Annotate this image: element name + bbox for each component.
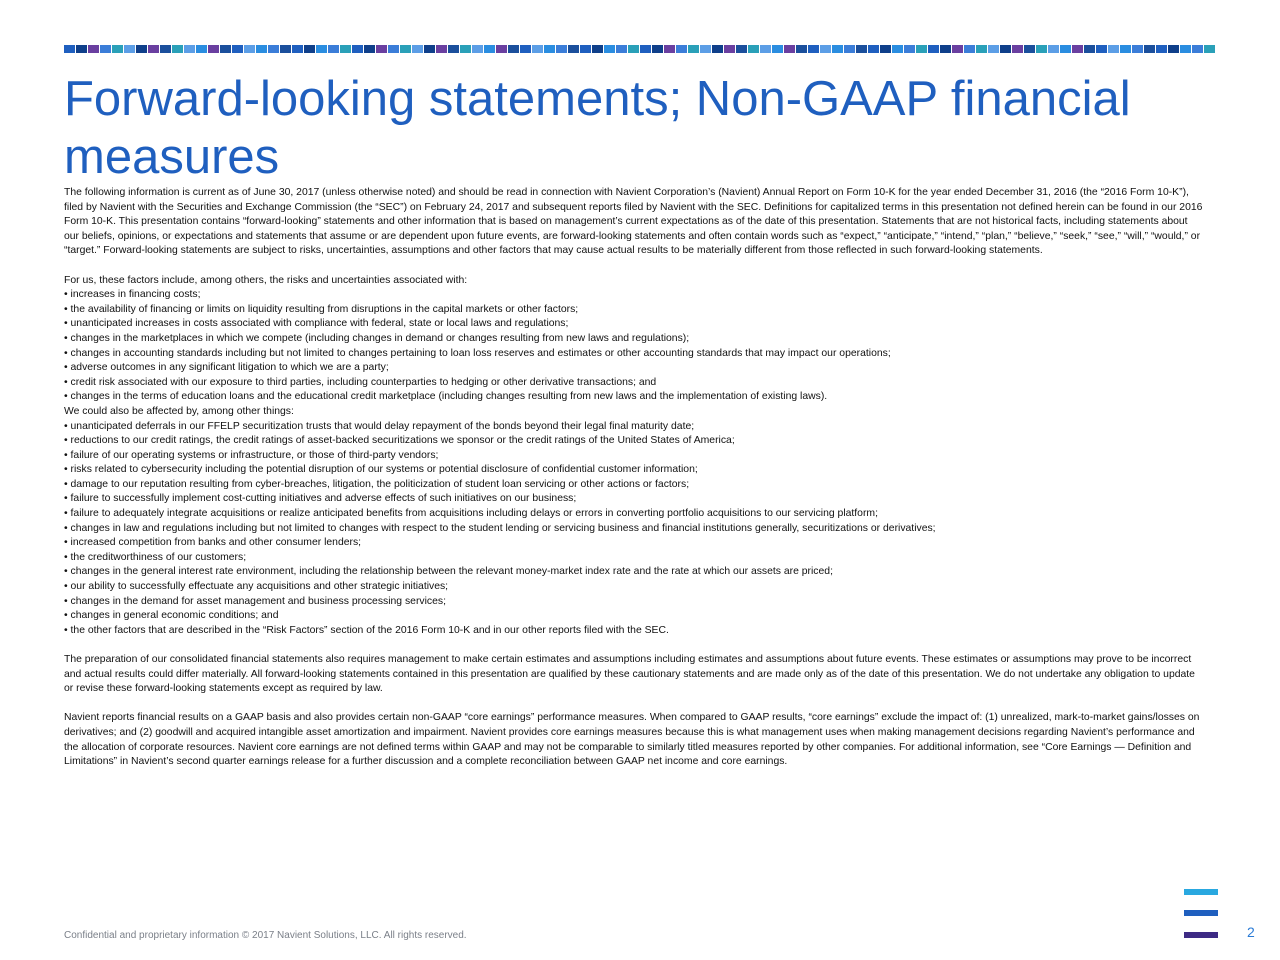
list-item: • changes in general economic conditions; and (64, 609, 1204, 624)
stripe-segment (64, 45, 75, 53)
stripe-segment (940, 45, 951, 53)
stripe-segment (1144, 45, 1155, 53)
stripe-segment (676, 45, 687, 53)
list-item: • increased competition from banks and other consumer lenders; (64, 536, 1204, 551)
stripe-segment (760, 45, 771, 53)
stripe-segment (508, 45, 519, 53)
stripe-segment (580, 45, 591, 53)
list-item: • changes in the demand for asset management and business processing services; (64, 595, 1204, 610)
stripe-segment (664, 45, 675, 53)
stripe-segment (112, 45, 123, 53)
stripe-segment (148, 45, 159, 53)
stripe-segment (244, 45, 255, 53)
stripe-segment (1132, 45, 1143, 53)
stripe-segment (844, 45, 855, 53)
list-item: • changes in accounting standards including but not limited to changes pertaining to loan loss reserves and estimates or other accounting standards that may impact our operations; (64, 347, 1204, 362)
stripe-segment (340, 45, 351, 53)
list-item: • credit risk associated with our exposure to third parties, including counterparties to hedging or other derivative transactions; and (64, 376, 1204, 391)
stripe-segment (796, 45, 807, 53)
stripe-segment (568, 45, 579, 53)
stripe-segment (256, 45, 267, 53)
stripe-segment (892, 45, 903, 53)
list-item: • unanticipated increases in costs associated with compliance with federal, state or local laws and regulations; (64, 317, 1204, 332)
stripe-segment (292, 45, 303, 53)
stripe-segment (772, 45, 783, 53)
stripe-segment (136, 45, 147, 53)
stripe-segment (880, 45, 891, 53)
stripe-segment (808, 45, 819, 53)
stripe-segment (1012, 45, 1023, 53)
list-item: • our ability to successfully effectuate any acquisitions and other strategic initiatives; (64, 580, 1204, 595)
stripe-segment (904, 45, 915, 53)
stripe-segment (376, 45, 387, 53)
stripe-segment (196, 45, 207, 53)
stripe-segment (124, 45, 135, 53)
stripe-segment (184, 45, 195, 53)
stripe-segment (364, 45, 375, 53)
list-item: • reductions to our credit ratings, the credit ratings of asset-backed securitizations we sponsor or the credit ratings of the United States of America; (64, 434, 1204, 449)
stripe-segment (268, 45, 279, 53)
stripe-segment (100, 45, 111, 53)
list-item: • unanticipated deferrals in our FFELP securitization trusts that would delay repayment of the bonds beyond their legal final maturity date; (64, 420, 1204, 435)
footer-confidential-notice: Confidential and proprietary information © 2017 Navient Solutions, LLC. All rights reserved. (64, 930, 467, 941)
stripe-segment (964, 45, 975, 53)
list-item: • changes in the marketplaces in which we compete (including changes in demand or changes resulting from new laws and regulations); (64, 332, 1204, 347)
stripe-segment (784, 45, 795, 53)
stripe-segment (220, 45, 231, 53)
stripe-segment (748, 45, 759, 53)
body-content (64, 186, 1204, 770)
stripe-segment (436, 45, 447, 53)
stripe-segment (652, 45, 663, 53)
page-number: 2 (1247, 924, 1255, 940)
navient-logo-bar-top (1184, 889, 1218, 895)
stripe-segment (496, 45, 507, 53)
stripe-segment (1084, 45, 1095, 53)
stripe-segment (736, 45, 747, 53)
stripe-segment (976, 45, 987, 53)
stripe-segment (820, 45, 831, 53)
list-item: • risks related to cybersecurity including the potential disruption of our systems or potential disclosure of confidential customer information; (64, 463, 1204, 478)
preparation-paragraph: The preparation of our consolidated financial statements also requires management to make certain estimates and assumptions including estimates and assumptions about future events. These estimates or assumptions may prove to be incorrect and actual results could differ materially. All forward-looking statements contained in this presentation are qualified by these cautionary statements and are made only as of the date of this presentation. We do not undertake any obligation to update or revise these forward-looking statements except as required by law. (64, 654, 1195, 695)
stripe-segment (532, 45, 543, 53)
stripe-segment (208, 45, 219, 53)
other-factors-intro: We could also be affected by, among other things: (64, 405, 294, 417)
stripe-segment (688, 45, 699, 53)
stripe-segment (316, 45, 327, 53)
stripe-segment (1048, 45, 1059, 53)
stripe-segment (868, 45, 879, 53)
other-factors-list (64, 420, 1204, 639)
stripe-segment (988, 45, 999, 53)
navient-logo-bar-bottom (1184, 932, 1218, 938)
stripe-segment (712, 45, 723, 53)
stripe-segment (1108, 45, 1119, 53)
page-title: Forward-looking statements; Non-GAAP financial measures (64, 72, 1131, 184)
stripe-segment (388, 45, 399, 53)
stripe-segment (1024, 45, 1035, 53)
stripe-segment (628, 45, 639, 53)
factors-intro: For us, these factors include, among others, the risks and uncertainties associated with: (64, 274, 468, 286)
stripe-segment (1096, 45, 1107, 53)
stripe-segment (592, 45, 603, 53)
top-decorative-stripe (64, 45, 1216, 53)
stripe-segment (280, 45, 291, 53)
stripe-segment (928, 45, 939, 53)
stripe-segment (484, 45, 495, 53)
stripe-segment (76, 45, 87, 53)
stripe-segment (424, 45, 435, 53)
stripe-segment (304, 45, 315, 53)
stripe-segment (1168, 45, 1179, 53)
stripe-segment (172, 45, 183, 53)
stripe-segment (1000, 45, 1011, 53)
stripe-segment (1072, 45, 1083, 53)
list-item: • the other factors that are described in the “Risk Factors” section of the 2016 Form 10-K and in our other reports filed with the SEC. (64, 624, 1204, 639)
stripe-segment (832, 45, 843, 53)
stripe-segment (448, 45, 459, 53)
list-item: • damage to our reputation resulting from cyber-breaches, litigation, the politicization of student loan servicing or other actions or factors; (64, 478, 1204, 493)
stripe-segment (544, 45, 555, 53)
stripe-segment (1156, 45, 1167, 53)
non-gaap-paragraph: Navient reports financial results on a GAAP basis and also provides certain non-GAAP “core earnings” performance measures. When compared to GAAP results, “core earnings” exclude the impact of: (1) unrealized, mark-to-market gains/losses on derivatives; and (2) goodwill and acquired intangible asset amortization and impairment. Navient provides core earnings measures because this is what management uses when making management decisions regarding Navient’s performance and the allocation of corporate resources. Navient core earnings are not defined terms within GAAP and may not be comparable to similarly titled measures reported by other companies. For additional information, see “Core Earnings — Definition and Limitations” in Navient’s second quarter earnings release for a further discussion and a complete reconciliation between GAAP net income and core earnings. (64, 712, 1200, 768)
stripe-segment (1036, 45, 1047, 53)
factors-list (64, 288, 1204, 405)
list-item: • the availability of financing or limits on liquidity resulting from disruptions in the capital markets or other factors; (64, 303, 1204, 318)
list-item: • failure to successfully implement cost-cutting initiatives and adverse effects of such initiatives on our business; (64, 492, 1204, 507)
stripe-segment (724, 45, 735, 53)
list-item: • changes in the terms of education loans and the educational credit marketplace (including changes resulting from new laws and the implementation of existing laws). (64, 390, 1204, 405)
stripe-segment (232, 45, 243, 53)
navient-logo-bar-middle (1184, 910, 1218, 916)
stripe-segment (952, 45, 963, 53)
stripe-segment (1060, 45, 1071, 53)
stripe-segment (472, 45, 483, 53)
stripe-segment (1204, 45, 1215, 53)
stripe-segment (400, 45, 411, 53)
list-item: • adverse outcomes in any significant litigation to which we are a party; (64, 361, 1204, 376)
list-item: • failure of our operating systems or infrastructure, or those of third-party vendors; (64, 449, 1204, 464)
intro-paragraph: The following information is current as of June 30, 2017 (unless otherwise noted) and should be read in connection with Navient Corporation’s (Navient) Annual Report on Form 10-K for the year ended December 31, 2016 (the “2016 Form 10-K”), filed by Navient with the Securities and Exchange Commission (the “SEC”) on February 24, 2017 and subsequent reports filed by Navient with the SEC. Definitions for capitalized terms in this presentation not defined herein can be found in our 2016 Form 10-K. This presentation contains “forward-looking” statements and other information that is based on management’s current expectations as of the date of this presentation. Statements that are not historical facts, including statements about our beliefs, opinions, or expectations and statements that assume or are dependent upon future events, are forward-looking statements and often contain words such as “expect,” “anticipate,” “intend,” “plan,” “believe,” “seek,” “see,” “will,” “would,” or “target.” Forward-looking statements are subject to risks, uncertainties, assumptions and other factors that may cause actual results to be materially different from those reflected in such forward-looking statements. (64, 187, 1203, 257)
stripe-segment (556, 45, 567, 53)
stripe-segment (328, 45, 339, 53)
list-item: • the creditworthiness of our customers; (64, 551, 1204, 566)
stripe-segment (640, 45, 651, 53)
stripe-segment (916, 45, 927, 53)
stripe-segment (604, 45, 615, 53)
list-item: • failure to adequately integrate acquisitions or realize anticipated benefits from acquisitions including delays or errors in converting portfolio acquisitions to our servicing platform; (64, 507, 1204, 522)
stripe-segment (160, 45, 171, 53)
list-item: • changes in the general interest rate environment, including the relationship between the relevant money-market index rate and the rate at which our assets are priced; (64, 565, 1204, 580)
stripe-segment (520, 45, 531, 53)
stripe-segment (1192, 45, 1203, 53)
stripe-segment (460, 45, 471, 53)
stripe-segment (88, 45, 99, 53)
stripe-segment (1120, 45, 1131, 53)
list-item: • changes in law and regulations including but not limited to changes with respect to the student lending or servicing business and financial institutions generally, securitizations or derivatives; (64, 522, 1204, 537)
list-item: • increases in financing costs; (64, 288, 1204, 303)
stripe-segment (856, 45, 867, 53)
stripe-segment (700, 45, 711, 53)
stripe-segment (1180, 45, 1191, 53)
stripe-segment (352, 45, 363, 53)
stripe-segment (412, 45, 423, 53)
stripe-segment (616, 45, 627, 53)
